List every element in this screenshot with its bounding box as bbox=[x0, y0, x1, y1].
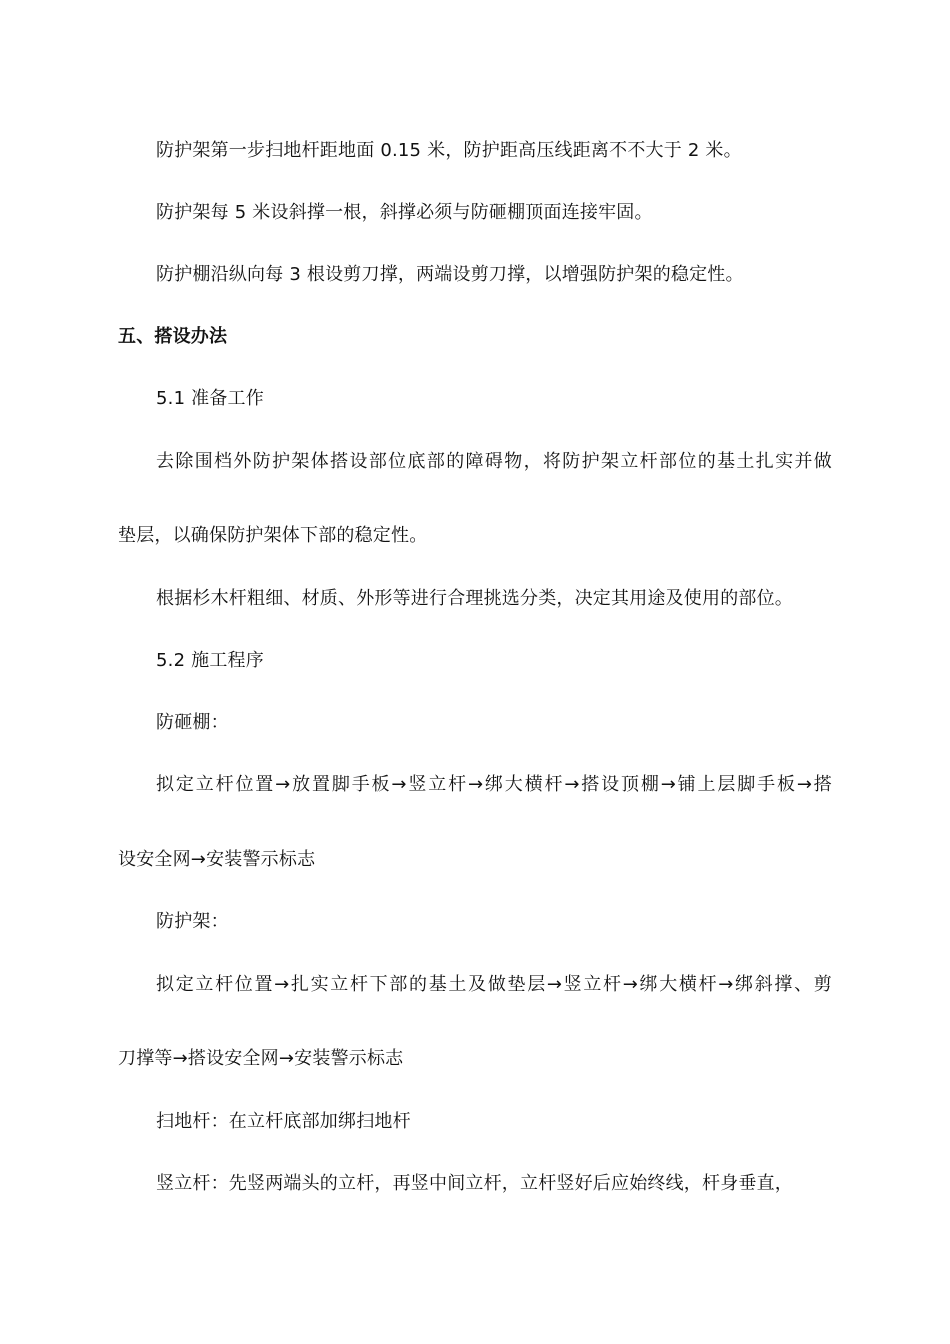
procedure-shed-line-1: 拟定立杆位置→放置脚手板→竖立杆→绑大横杆→搭设顶棚→铺上层脚手板→搭 bbox=[156, 774, 832, 795]
section-heading: 五、搭设办法 bbox=[118, 326, 228, 347]
paragraph-scissor-brace: 防护棚沿纵向每 3 根设剪刀撑，两端设剪刀撑，以增强防护架的稳定性。 bbox=[156, 264, 744, 285]
paragraph-sort-poles: 根据杉木杆粗细、材质、外形等进行合理挑选分类，决定其用途及使用的部位。 bbox=[156, 588, 793, 609]
procedure-shed-line-2: 设安全网→安装警示标志 bbox=[118, 849, 316, 870]
label-protective-frame: 防护架： bbox=[156, 911, 229, 932]
label-anti-smash-shed: 防砸棚： bbox=[156, 712, 229, 733]
paragraph-sweep-pole-height: 防护架第一步扫地杆距地面 0.15 米，防护距高压线距离不不大于 2 米。 bbox=[156, 140, 742, 161]
procedure-frame-line-1: 拟定立杆位置→扎实立杆下部的基土及做垫层→竖立杆→绑大横杆→绑斜撑、剪 bbox=[156, 974, 832, 995]
sub-heading-preparation: 5.1 准备工作 bbox=[156, 388, 264, 409]
paragraph-sweep-pole: 扫地杆：在立杆底部加绑扫地杆 bbox=[156, 1111, 411, 1132]
paragraph-clear-obstacles-line-1: 去除围档外防护架体搭设部位底部的障碍物，将防护架立杆部位的基土扎实并做 bbox=[156, 451, 832, 472]
paragraph-vertical-pole: 竖立杆：先竖两端头的立杆，再竖中间立杆，立杆竖好后应始终线，杆身垂直， bbox=[156, 1173, 793, 1194]
sub-heading-procedure: 5.2 施工程序 bbox=[156, 650, 264, 671]
paragraph-clear-obstacles-line-2: 垫层，以确保防护架体下部的稳定性。 bbox=[118, 525, 428, 546]
paragraph-diagonal-brace: 防护架每 5 米设斜撑一根，斜撑必须与防砸棚顶面连接牢固。 bbox=[156, 202, 653, 223]
procedure-frame-line-2: 刀撑等→搭设安全网→安装警示标志 bbox=[118, 1048, 404, 1069]
